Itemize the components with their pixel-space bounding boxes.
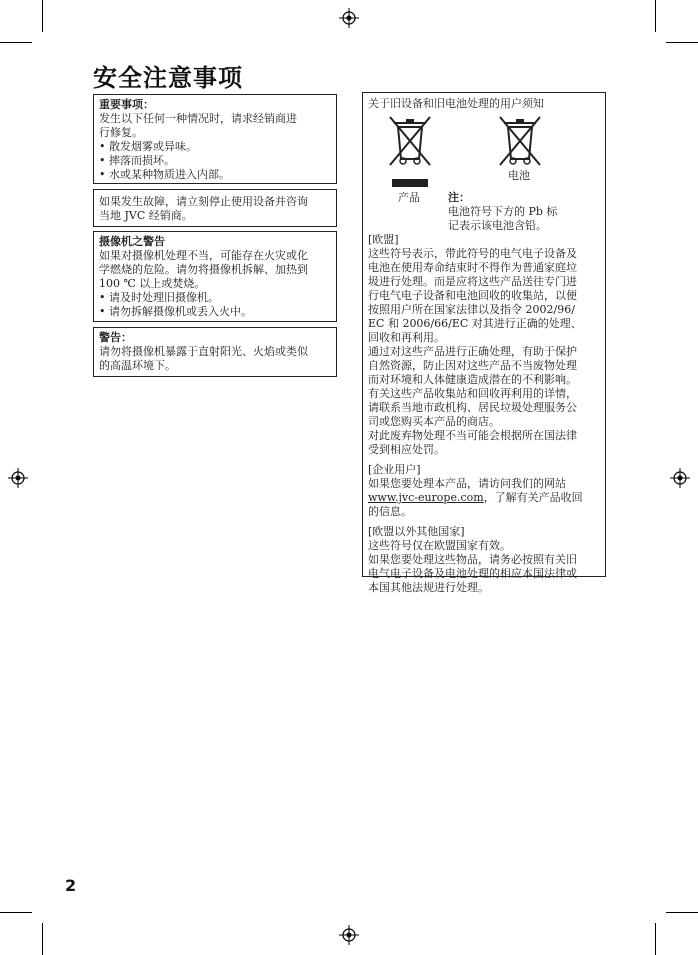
eu-line: EC 和 2006/66/EC 对其进行正确的处理、	[368, 317, 582, 330]
disposal-box	[362, 92, 606, 594]
other-countries-line: 这些符号仅在欧盟国家有效。	[368, 539, 511, 552]
note-line: 电池符号下方的 Pb 标	[448, 205, 558, 218]
business-line-rest: ，了解有关产品收回	[483, 491, 583, 504]
other-countries-line: 电气电子设备及电池处理的相应本国法律或	[368, 567, 577, 580]
camcorder-warning-line: 如果对摄像机处理不当，可能存在火灾或化	[99, 249, 308, 262]
registration-mark-icon	[339, 925, 359, 945]
malfunction-line: 如果发生故障，请立刻停止使用设备并咨询	[99, 195, 308, 208]
crop-mark	[42, 923, 43, 955]
camcorder-warning-heading: 摄像机之警告	[99, 235, 165, 248]
business-line: 如果您要处理本产品，请访问我们的网站	[368, 477, 566, 490]
other-countries-line: 如果您要处理这些物品，请务必按照有关旧	[368, 553, 577, 566]
eu-line: 自然资源，防止因对这些产品不当废物处理	[368, 359, 577, 372]
registration-mark-icon	[670, 468, 690, 488]
eu-line: 请联系当地市政机构、居民垃圾处理服务公	[368, 401, 577, 414]
disposal-heading: 关于旧设备和旧电池处理的用户须知	[368, 97, 544, 110]
crop-mark	[655, 923, 656, 955]
registration-mark-icon	[8, 468, 28, 488]
business-line: 的信息。	[368, 505, 412, 518]
product-bar	[392, 179, 428, 187]
malfunction-box	[93, 189, 337, 227]
crop-mark	[42, 0, 43, 32]
malfunction-line: 当地 JVC 经销商。	[99, 209, 193, 222]
jvc-website-link[interactable]: www.jvc-europe.com	[368, 491, 484, 504]
caution-heading: 警告：	[99, 331, 132, 344]
eu-line: 电池在使用寿命结束时不得作为普通家庭垃	[368, 261, 577, 274]
eu-line: 有关这些产品收集站和回收再利用的详情，	[368, 387, 577, 400]
business-line	[368, 491, 600, 505]
product-label: 产品	[398, 191, 420, 204]
disposal-symbols	[368, 111, 600, 232]
battery-label: 电池	[508, 169, 530, 182]
important-heading: 重要事项：	[99, 98, 154, 111]
eu-heading: [欧盟]	[368, 233, 399, 246]
eu-line: 对此废弃物处理不当可能会根据所在国法律	[368, 429, 577, 442]
eu-line: 这些符号表示，带此符号的电气电子设备及	[368, 247, 577, 260]
camcorder-warning-line: 学燃烧的危险。请勿将摄像机拆解、加热到	[99, 263, 308, 276]
business-heading: [企业用户]	[368, 463, 421, 476]
camcorder-warning-line: • 请及时处理旧摄像机。	[99, 291, 219, 304]
important-line: • 水或某种物质进入内部。	[99, 168, 230, 181]
note-line: 记表示该电池含铅。	[448, 219, 547, 232]
eu-line: 圾进行处理。而是应将这些产品送往专门进	[368, 275, 577, 288]
eu-line: 通过对这些产品进行正确处理，有助于保护	[368, 345, 577, 358]
caution-line: 请勿将摄像机暴露于直射阳光、火焰或类似	[99, 345, 308, 358]
eu-line: 按照用户所在国家法律以及指令 2002/96/	[368, 303, 575, 316]
eu-line: 行电气电子设备和电池回收的收集站，以便	[368, 289, 577, 302]
crossed-bin-icon	[386, 113, 434, 169]
crop-mark	[0, 912, 32, 913]
crop-mark	[666, 912, 698, 913]
caution-line: 的高温环境下。	[99, 359, 176, 372]
registration-mark-icon	[339, 8, 359, 28]
important-line: 发生以下任何一种情况时，请求经销商进	[99, 112, 297, 125]
important-box	[93, 94, 337, 184]
crossed-bin-icon	[496, 113, 544, 169]
crop-mark	[655, 0, 656, 32]
page-title: 安全注意事项	[93, 64, 243, 92]
caution-box	[93, 327, 337, 377]
important-line: • 散发烟雾或异味。	[99, 140, 197, 153]
important-line: 行修复。	[99, 126, 143, 139]
eu-line: 而对环境和人体健康造成潜在的不利影响。	[368, 373, 577, 386]
crop-mark	[666, 42, 698, 43]
eu-line: 回收和再利用。	[368, 331, 445, 344]
crop-mark	[0, 42, 32, 43]
note-heading: 注：	[448, 191, 470, 204]
eu-line: 司或您购买本产品的商店。	[368, 415, 500, 428]
page-number: 2	[65, 876, 77, 895]
other-countries-line: 本国其他法规进行处理。	[368, 581, 489, 594]
important-line: • 摔落而损坏。	[99, 154, 175, 167]
camcorder-warning-line: • 请勿拆解摄像机或丢入火中。	[99, 305, 252, 318]
other-countries-heading: [欧盟以外其他国家]	[368, 525, 465, 538]
camcorder-warning-line: 100 ℃ 以上或焚烧。	[99, 277, 206, 290]
eu-line: 受到相应处罚。	[368, 443, 445, 456]
camcorder-warning-box	[93, 231, 337, 322]
